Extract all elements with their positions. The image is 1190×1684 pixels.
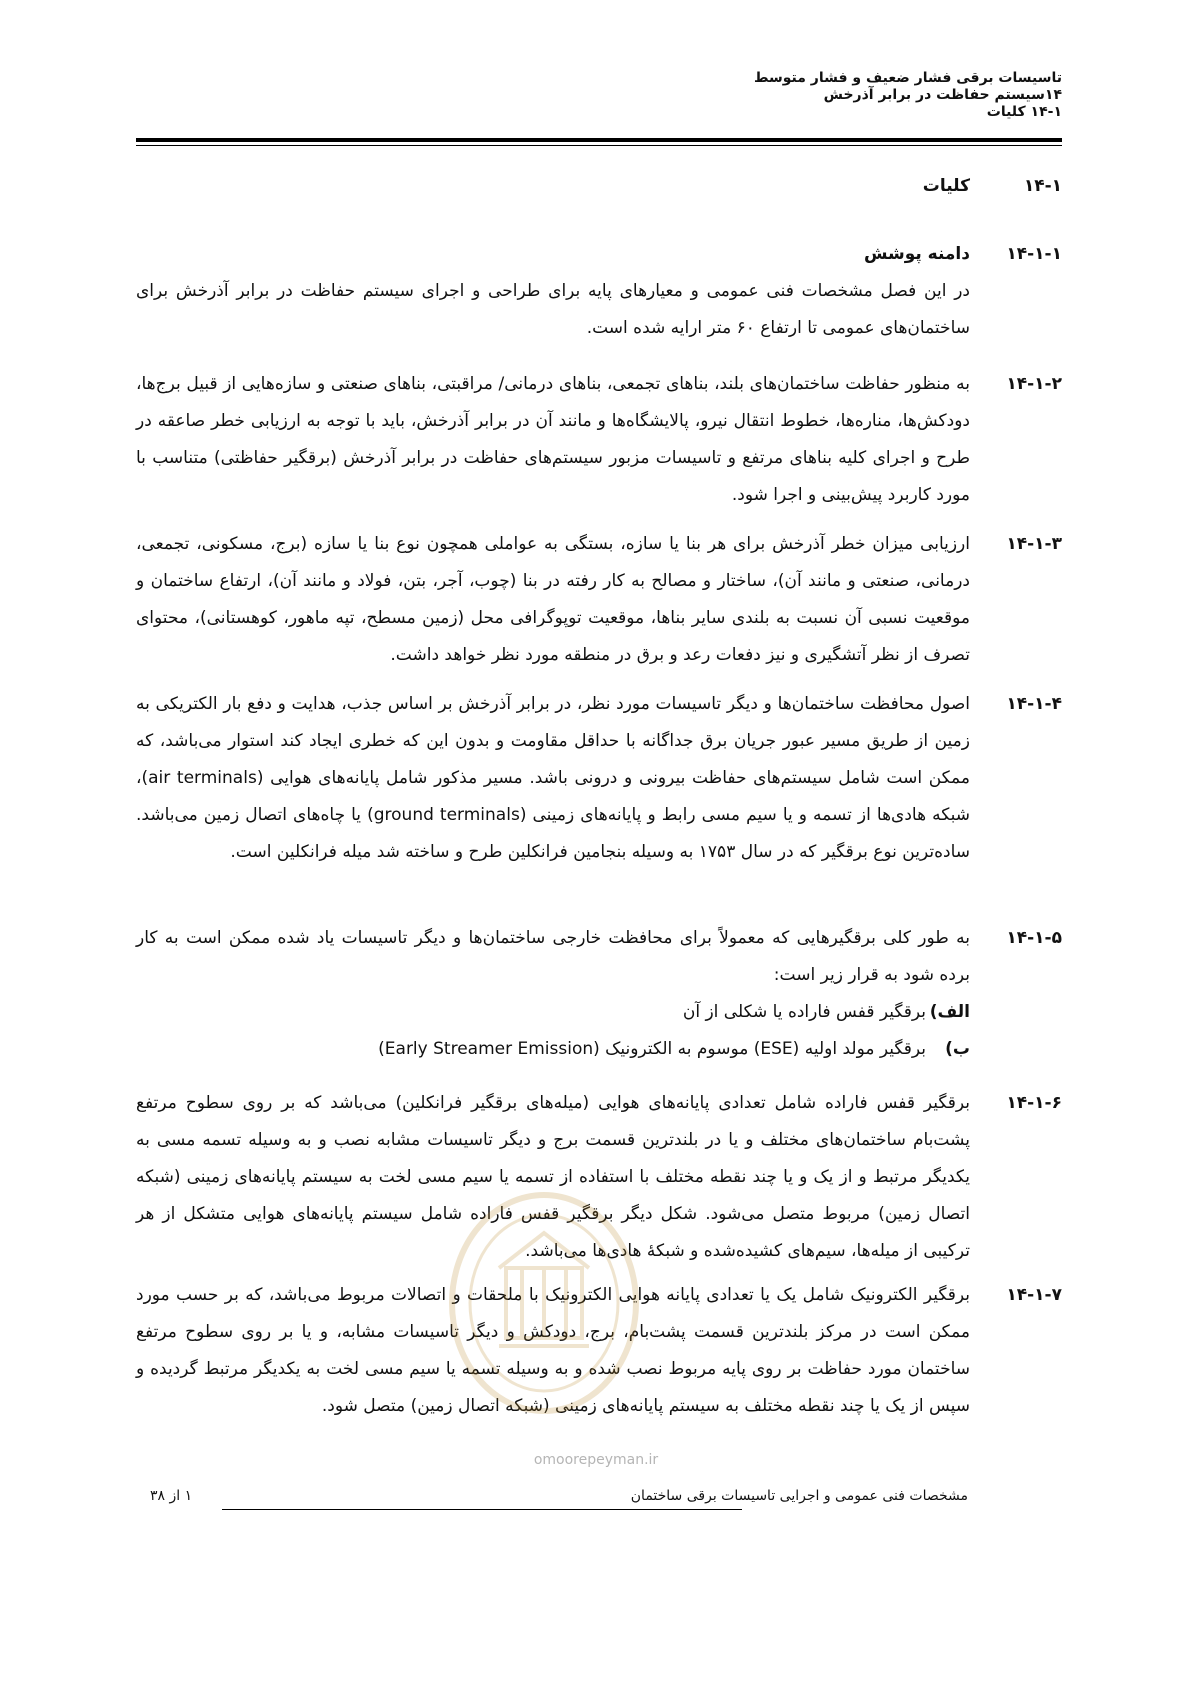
header-line-3: ۱۴-۱ کلیات [986, 104, 1062, 120]
header-rule-thin [136, 145, 1062, 146]
clause-text: به منظور حفاظت ساختمان‌های بلند، بناهای تجمعی، بناهای درمانی/ مراقبتی، بناهای صنعتی و سازه‌هایی از قبیل برج‌ها، دودکش‌ها، مناره‌ها، خطوط انتقال نیرو، پالایشگاه‌ها و مانند آن در برابر آذرخش، باید با توجه به ارزیابی خطر صاعقه در طرح و اجرای کلیه بناهای مرتفع و تاسیسات مزبور سیستم‌های حفاظت در برابر آذرخش (برقگیر حفاظتی) متناسب با مورد کاربرد پیش‌بینی و اجرا شود. [136, 374, 970, 505]
clause-text: در این فصل مشخصات فنی عمومی و معیارهای پایه برای طراحی و اجرای سیستم حفاظت در برابر آذرخش برای ساختمان‌های عمومی تا ارتفاع ۶۰ متر ارایه شده است. [136, 281, 970, 338]
clause-number: ۱۴-۱-۷ [1006, 1285, 1062, 1305]
header-line-2: ۱۴سیستم حفاظت در برابر آذرخش [823, 87, 1062, 103]
clause-14-1-2 [136, 366, 1062, 514]
clause-text: اصول محافظت ساختمان‌ها و دیگر تاسیسات مورد نظر، در برابر آذرخش بر اساس جذب، هدایت و دفع بار الکتریکی به زمین از طریق مسیر عبور جریان برق جداگانه با حداقل مقاومت و بدون این که خطری ایجاد کند استوار می‌باشد، که ممکن است شامل سیستم‌های حفاظت بیرونی و درونی باشد. مسیر مذکور شامل پایانه‌های هوایی (air terminals)، شبکه هادی‌ها از تسمه و یا سیم مسی رابط و پایانه‌های زمینی (ground terminals) یا چاه‌های اتصال زمین می‌باشد. ساده‌ترین نوع برقگیر که در سال ۱۷۵۳ به وسیله بنجامین فرانکلین طرح و ساخته شد میله فرانکلین است. [136, 694, 971, 862]
header-line-1: تاسیسات برقی فشار ضعیف و فشار متوسط [753, 70, 1062, 86]
clause-14-1-5 [136, 920, 1062, 1068]
clause-14-1-4 [136, 686, 1062, 871]
footer-page-number: ۱ از ۳۸ [150, 1488, 193, 1504]
clause-number: ۱۴-۱-۱ [1006, 244, 1062, 264]
clause-title: دامنه پوشش [863, 244, 970, 264]
clause-text: به طور کلی برقگیرهایی که معمولاً برای محافظت خارجی ساختمان‌ها و دیگر تاسیسات یاد شده ممکن است به کار برده شود به قرار زیر است: [136, 928, 970, 985]
header-rule-thick [136, 138, 1062, 142]
watermark-seal-icon [444, 1188, 644, 1418]
clause-14-1-3 [136, 526, 1062, 674]
clause-text: برقگیر قفس فاراده شامل تعدادی پایانه‌های هوایی (میله‌های برقگیر فرانکلین) می‌باشد که بر روی سطوح مرتفع پشت‌بام ساختمان‌های مختلف و یا در بلندترین قسمت برج و دیگر تاسیسات مشابه نصب و به وسیله تسمه مسی به یکدیگر مرتبط و از یک و یا چند نقطه مختلف با استفاده از تسمه یا سیم مسی لخت به سیستم پایانه‌های زمینی (شبکه اتصال زمین) مربوط متصل می‌شود. شکل دیگر برقگیر قفس فاراده شامل سیستم پایانه‌های هوایی متشکل از هر ترکیبی از میله‌ها، سیم‌های کشیده‌شده و شبکهٔ هادی‌ها می‌باشد. [136, 1093, 970, 1261]
list-item-text: برقگیر قفس فاراده یا شکلی از آن [682, 1002, 926, 1022]
section-heading [136, 168, 1062, 205]
clause-number: ۱۴-۱-۶ [1006, 1093, 1062, 1113]
list-item [136, 1031, 970, 1068]
list-item-text: برقگیر مولد اولیه (ESE) موسوم به الکترونیک (Early Streamer Emission) [378, 1039, 926, 1059]
clause-number: ۱۴-۱-۵ [1006, 928, 1062, 948]
list-item [136, 994, 970, 1031]
running-header [122, 70, 1062, 121]
clause-number: ۱۴-۱-۳ [1006, 534, 1062, 554]
list-item-label: الف) [929, 1002, 970, 1022]
section-number: ۱۴-۱ [1023, 176, 1062, 196]
clause-14-1-1 [136, 236, 1062, 347]
clause-text: ارزیابی میزان خطر آذرخش برای هر بنا یا سازه، بستگی به عواملی همچون نوع بنا یا سازه (برج، مسکونی، تجمعی، درمانی، صنعتی و مانند آن)، ساختار و مصالح به کار رفته در بنا (چوب، آجر، بتن، فولاد و مانند آن)، ارتفاع ساختمان و موقعیت نسبی آن نسبت به بلندی سایر بناها، موقعیت توپوگرافی محل (زمین مسطح، تپه ماهور، کوهستانی)، محتوای تصرف از نظر آتشگیری و نیز دفعات رعد و برق در منطقه مورد نظر خواهد داشت. [136, 534, 970, 665]
clause-number: ۱۴-۱-۴ [1006, 694, 1062, 714]
list-item-label: ب) [945, 1039, 970, 1059]
section-title: کلیات [922, 176, 970, 196]
clause-number: ۱۴-۱-۲ [1006, 374, 1062, 394]
watermark-url: omoorepeyman.ir [533, 1452, 659, 1468]
footer-rule [222, 1509, 742, 1510]
clause-text: برقگیر الکترونیک شامل یک یا تعدادی پایانه هوایی الکترونیک با ملحقات و اتصالات مربوط می‌باشد، که بر حسب مورد ممکن است در مرکز بلندترین قسمت پشت‌بام، برج، دودکش و دیگر تاسیسات مشابه، و یا بر روی سطوح مرتفع ساختمان مورد حفاظت بر روی پایه مربوط نصب شده و به وسیله تسمه یا سیم مسی لخت به یکدیگر مرتبط گردیده و سپس از یک یا چند نقطه مختلف به سیستم پایانه‌های زمینی (شبکه اتصال زمین) متصل شود. [136, 1285, 970, 1416]
footer-doc-title: مشخصات فنی عمومی و اجرایی تاسیسات برقی ساختمان [630, 1488, 968, 1504]
